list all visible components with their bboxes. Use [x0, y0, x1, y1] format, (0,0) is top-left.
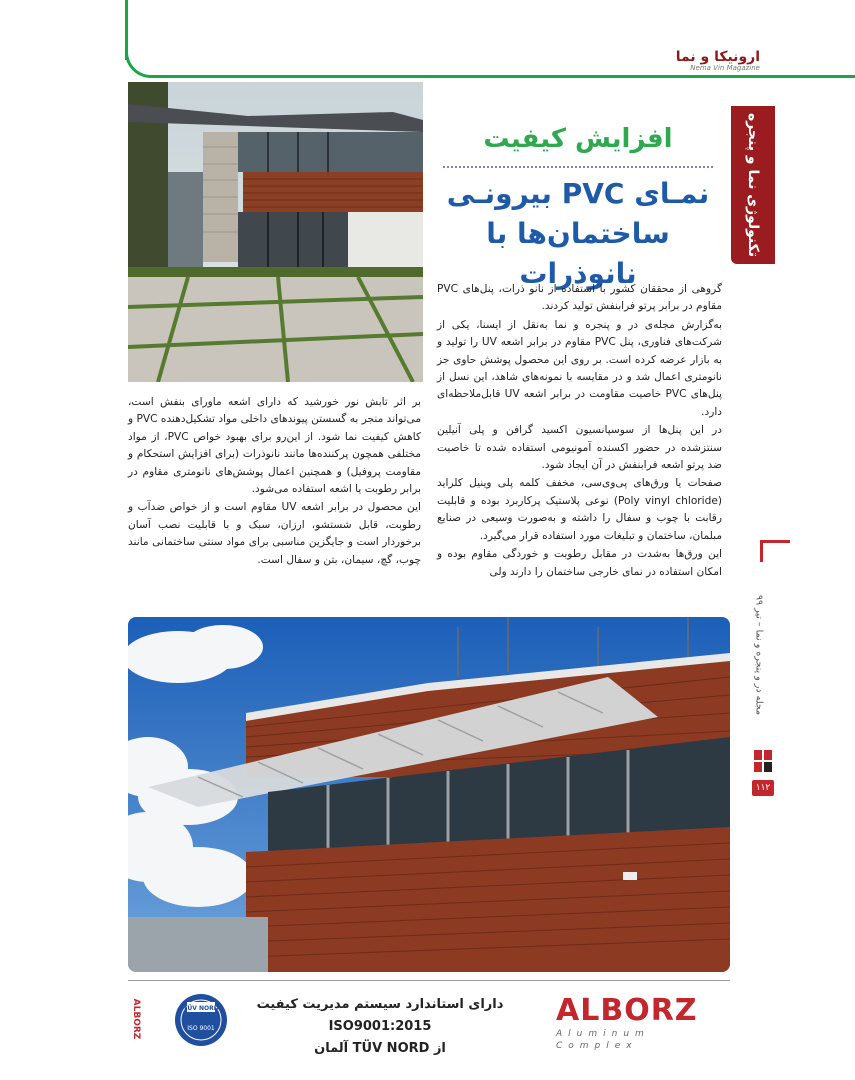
paragraph: این محصول در برابر اشعه UV مقاوم است و از خواص ضدآب و رطوبت، قابل شستشو، ارزان، سبک و با قابلیت نصب آسان برخوردار است و جایگزین مناسبی برای مواد سنتی ساختمانی مانند چوب، گچ، سیمان، بتن و سفال است.	[128, 501, 421, 566]
certification-line-1: دارای استاندارد سیستم مدیریت کیفیت ISO9001:2015	[256, 997, 504, 1034]
window-icon	[752, 748, 774, 774]
footer-side-logo	[128, 988, 144, 1050]
footer-side-logo-text: ALBORZ	[131, 998, 141, 1040]
building-illustration	[128, 617, 730, 972]
magazine-logo-title: ارونیکا و نما	[675, 49, 760, 65]
article-column-right	[437, 281, 722, 582]
frame-line-curve	[125, 38, 155, 78]
title-kicker: افزایش کیفیت	[483, 124, 673, 154]
certification-text	[230, 994, 530, 1060]
paragraph: بر اثر تابش نور خورشید که دارای اشعه ماورای بنفش است، می‌تواند منجر به گسستن پیوندهای داخلی مواد تشکیل‌دهنده PVC و کاهش کیفیت نما شود. از این‌رو برای بهبود خواص PVC، از مواد مختلفی همچون پرکننده‌ها مانند نانوذرات (برای افزایش استحکام و مقاومت پروفیل) و همچنین اعمال پوشش‌های نانومتری مقاوم در برابر رطوبت یا اشعه استفاده می‌شود.	[128, 396, 422, 496]
paragraph: صفحات یا ورق‌های پی‌وی‌سی، مخفف کلمه پلی وینیل کلراید (Poly vinyl chloride) نوعی پلاستیک پرکاربرد بوده و قابلیت رقابت با چوب و سفال را داشته و به‌صورت وسیعی در صنایع مبلمان، ساختمان و تبلیغات مورد استفاده قرار می‌گیرد.	[437, 477, 722, 542]
tuv-certification-seal-icon	[173, 992, 229, 1048]
magazine-issue-text: مجله در و پنجره و نما – تیر ۹۹	[753, 594, 765, 716]
title-divider	[443, 166, 713, 168]
building-photo	[128, 617, 730, 972]
house-illustration	[128, 82, 423, 382]
section-side-tab	[731, 106, 775, 264]
article-column-left	[128, 394, 421, 570]
section-side-tab-label: تکنولوژی نما و پنجره	[745, 112, 761, 258]
page-number: ۱۱۲	[752, 780, 774, 796]
alborz-wordmark-a: ALBO	[556, 993, 651, 1028]
magazine-logo-subtitle: Nema Vin Magazine	[690, 64, 760, 72]
frame-line-horizontal	[150, 75, 855, 78]
title-line-2: ساختمان‌ها با نانوذرات	[486, 217, 670, 290]
house-photo	[128, 82, 423, 382]
margin-bracket	[760, 540, 790, 562]
certification-line-2: از TÜV NORD آلمان	[314, 1041, 446, 1056]
seal-bottom-text: ISO 9001	[187, 1025, 215, 1032]
seal-top-text: TÜV NORD	[183, 1005, 219, 1012]
paragraph: این ورق‌ها به‌شدت در مقابل رطوبت و خوردگی مقاوم بوده و امکان استفاده در نمای خارجی ساختمان را دارند ولی	[437, 548, 722, 578]
paragraph: گروهی از محققان کشور با استفاده از نانو ذرات، پنل‌های PVC مقاوم در برابر پرتو فرابنفش تولید کردند.	[437, 283, 722, 313]
article-title-block	[433, 118, 723, 290]
alborz-wordmark	[556, 993, 734, 1028]
title-line-1: نمـای PVC بیرونـی	[446, 177, 710, 210]
alborz-logo	[556, 993, 734, 1051]
paragraph: در این پنل‌ها از سوسپانسیون اکسید گرافن و پلی آنیلین سنتزشده در حضور اکسنده آمونیومی استفاده شده تا خاصیت ضد پرتو اشعه فرابنفش در آن ایجاد شود.	[437, 424, 722, 472]
magazine-issue-label	[749, 560, 769, 750]
alborz-wordmark-b: RZ	[650, 993, 698, 1028]
paragraph: به‌گزارش مجله‌ی در و پنجره و نما به‌نقل از ایسنا، یکی از شرکت‌های فناوری، پنل PVC مقاوم در برابر اشعه UV را تولید و به بازار عرضه کرده است. بر روی این محصول پوشش حاوی جز نانومتری اعمال شد و در مقایسه با نمونه‌های شاهد، این نسل از پنل‌های PVC خاصیت مقاومت در برابر اشعه UV قابل‌ملاحظه‌ای دارد.	[437, 318, 723, 418]
alborz-subtitle: Aluminum Complex	[556, 1029, 650, 1051]
magazine-logo	[640, 50, 760, 74]
footer-divider	[128, 980, 730, 981]
